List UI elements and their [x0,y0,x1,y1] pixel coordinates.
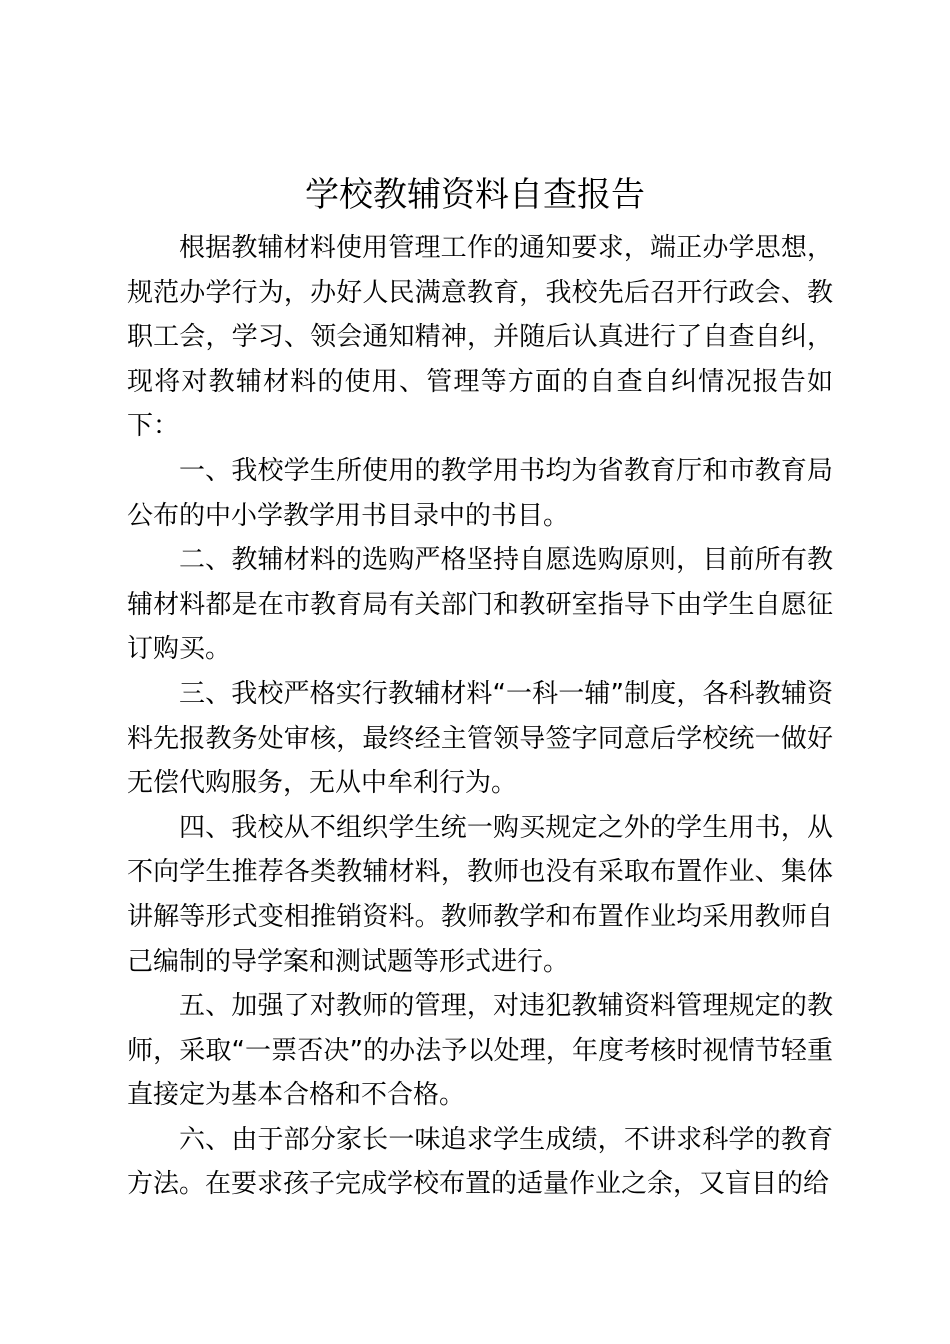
paragraph-item-4: 四、我校从不组织学生统一购买规定之外的学生用书，从不向学生推荐各类教辅材料，教师也没有采取布置作业、集体讲解等形式变相推销资料。教师教学和布置作业均采用教师自己编制的导学案和测试题等形式进行。 [127,812,833,977]
document-title: 学校教辅资料自查报告 [305,175,645,215]
paragraph-item-2: 二、教辅材料的选购严格坚持自愿选购原则，目前所有教辅材料都是在市教育局有关部门和教研室指导下由学生自愿征订购买。 [127,545,833,665]
paragraph-intro: 根据教辅材料使用管理工作的通知要求，端正办学思想，规范办学行为，办好人民满意教育，我校先后召开行政会、教职工会，学习、领会通知精神，并随后认真进行了自查自纠，现将对教辅材料的使用、管理等方面的自查自纠情况报告如下： [127,233,833,442]
paragraph-item-1: 一、我校学生所使用的教学用书均为省教育厅和市教育局公布的中小学教学用书目录中的书目。 [127,455,833,531]
document-body [127,226,833,1207]
paragraph-item-3: 三、我校严格实行教辅材料“一科一辅”制度，各科教辅资料先报教务处审核，最终经主管领导签字同意后学校统一做好无偿代购服务，无从中牟利行为。 [127,678,833,799]
paragraph-item-6: 六、由于部分家长一味追求学生成绩，不讲求科学的教育方法。在要求孩子完成学校布置的适量作业之余，又盲目的给 [127,1124,833,1200]
paragraph-item-5: 五、加强了对教师的管理，对违犯教辅资料管理规定的教师，采取“一票否决”的办法予以处理，年度考核时视情节轻重直接定为基本合格和不合格。 [127,991,833,1111]
